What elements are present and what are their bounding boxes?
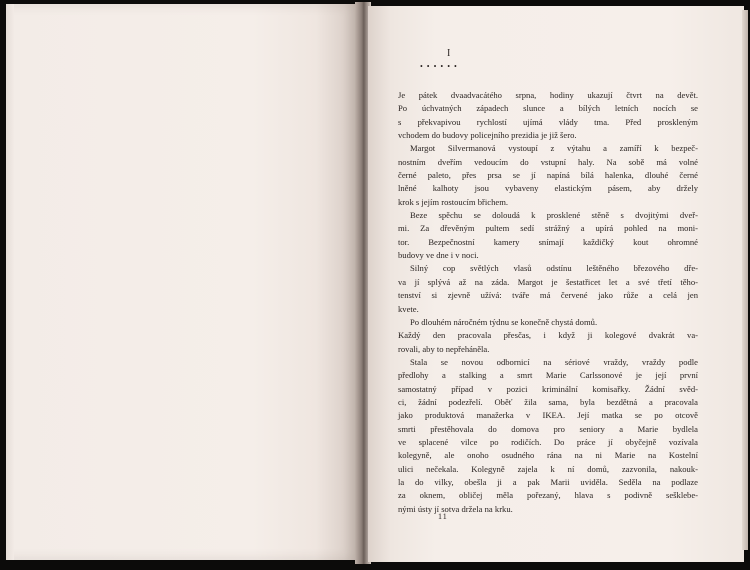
text-line: Po dlouhém náročném týdnu se konečně chystá domů.: [410, 316, 598, 327]
text-line: Po úchvatných západech slunce a bílých letních nocích se: [398, 103, 698, 114]
text-line: ve splacené vilce po rodičích. Do práce jí obyčejně vozívala: [398, 436, 698, 447]
text-line: budovy ve dne i v noci.: [398, 250, 479, 261]
text-line: nostním dveřím vedoucím do vstupní haly. Na sobě má volné: [398, 156, 698, 167]
text-line: Beze spěchu se doloudá k prosklené stěně s dvojitými dveř-: [410, 210, 698, 221]
text-line: lněné kalhoty jsou vybaveny elastickým pásem, aby držely: [398, 183, 698, 194]
text-line: vchodem do budovy policejního prezidia je již šero.: [398, 130, 577, 141]
text-line: kolegyně, ale onoho osudného rána na ni Marie na Kostelní: [398, 450, 698, 461]
text-line: tenství si zjevně užívá: tváře má červené jako růže a celá jen: [398, 290, 698, 301]
text-line: mi. Za dřevěným pultem sedí strážný a upírá pohled na moni-: [398, 223, 698, 234]
text-line: krok s jejím rostoucím břichem.: [398, 196, 509, 207]
text-line: samostatný případ v pozici kriminální komisařky. Žádní svěd-: [398, 383, 698, 394]
text-line: Je pátek dvaadvacátého srpna, hodiny ukazují čtvrt na devět.: [398, 90, 698, 100]
text-line: za oknem, obličej měla pořezaný, hlava s podivně sešklebe-: [398, 490, 698, 501]
chapter-ornament: • • • • • •: [420, 62, 458, 71]
text-line: kvete.: [398, 303, 419, 314]
text-line: tor. Bezpečnostní kamery snímají každičký kout ohromné: [398, 236, 698, 247]
right-page-edge: [742, 10, 748, 550]
text-line: předlohy a stalking a smrt Marie Carlssonové je její první: [398, 370, 698, 381]
text-line: Stala se novou odbornicí na sériové vraždy, vraždy podle: [410, 356, 698, 367]
text-line: va jí splývá až na záda. Margot je šestatřicet let a své třetí těho-: [398, 276, 698, 287]
page-number: 11: [438, 512, 448, 521]
text-line: rovali, aby to nepřeháněla.: [398, 343, 490, 354]
chapter-number: I: [447, 48, 451, 59]
text-line: ci, žádní podezřelí. Oběť žila sama, byla bezdětná a pracovala: [398, 396, 698, 407]
text-line: nými ústy jí sotva držela na krku.: [398, 503, 513, 514]
text-line: la do vilky, obešla ji a pak Marii uviděla. Seděla na podlaze: [398, 476, 698, 487]
text-line: Každý den pracovala přesčas, i když ji kolegové dvakrát va-: [398, 330, 698, 341]
left-page-edge: [6, 4, 14, 560]
text-line: jako produktová manažerka v IKEA. Její matka se po otcově: [398, 410, 698, 421]
left-page: [6, 4, 358, 560]
text-line: Margot Silvermanová vystoupí z výtahu a zamíří k bezpeč-: [410, 143, 698, 154]
text-line: Silný cop světlých vlasů odstínu leštěného březového dře-: [410, 263, 698, 274]
text-line: smrti přestěhovala do domova pro seniory a Marie bydlela: [398, 423, 698, 434]
text-line: černé paleto, přes prsa se jí napíná bílá halenka, dlouhé černé: [398, 170, 698, 181]
chapter-body-text: [398, 89, 698, 516]
text-line: s překvapivou rychlostí ujímá vlády tma. Před proskleným: [398, 116, 698, 127]
text-line: ulici nečekala. Kolegyně zajela k ní domů, zazvonila, nakouk-: [398, 463, 698, 474]
